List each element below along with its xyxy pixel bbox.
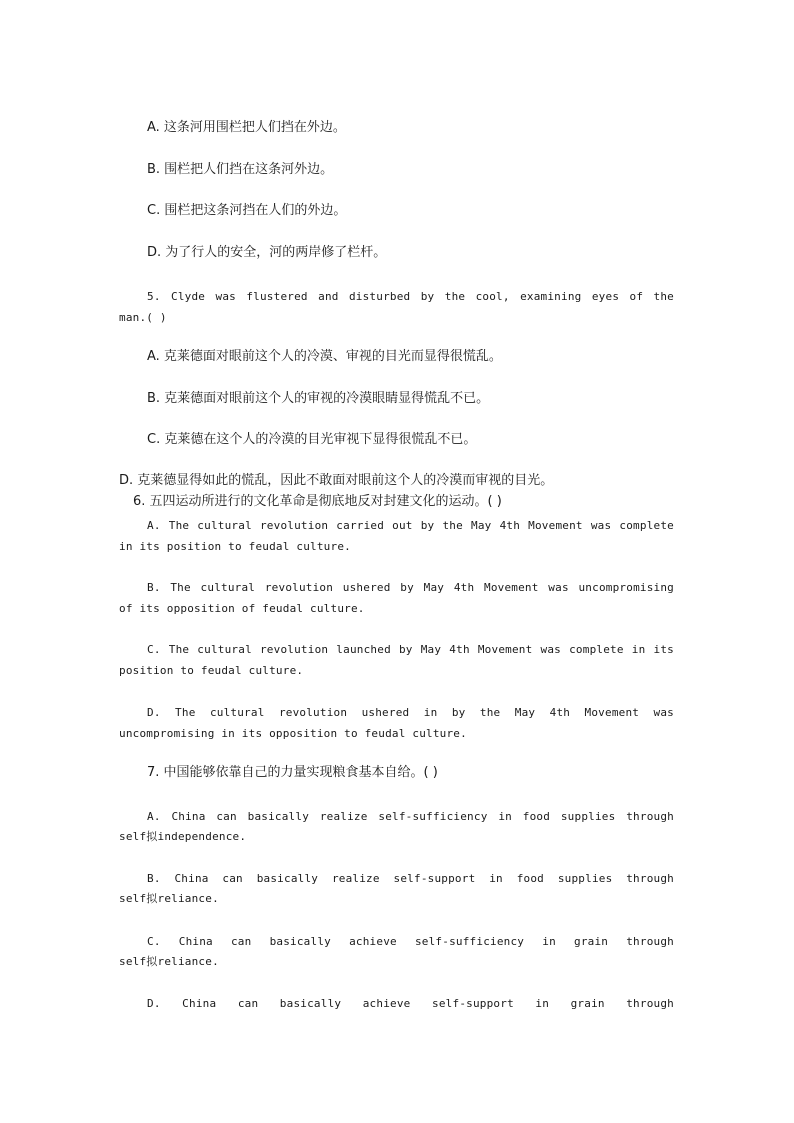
q6-option-c-line2: position to feudal culture. (119, 664, 304, 677)
q7-option-b-line1: B. China can basically realize self-support in food supplies through (147, 872, 674, 885)
q6-option-d-line1: D. The cultural revolution ushered in by the May 4th Movement was (147, 706, 674, 719)
q5-option-c: C. 克莱德在这个人的冷漠的目光审视下显得很慌乱不已。 (147, 432, 477, 447)
q4-option-a: A. 这条河用围栏把人们挡在外边。 (147, 120, 346, 135)
q7-option-c-line1: C. China can basically achieve self-sufficiency in grain through (147, 935, 674, 948)
q6-option-b-line2: of its opposition of feudal culture. (119, 602, 365, 615)
q4-option-d: D. 为了行人的安全，河的两岸修了栏杆。 (147, 245, 387, 260)
q6-option-a-line1: A. The cultural revolution carried out by the May 4th Movement was complete (147, 519, 674, 532)
q6-question: 6. 五四运动所进行的文化革命是彻底地反对封建文化的运动。( ) (133, 494, 502, 509)
q7-option-a-line2: self拟independence. (119, 830, 247, 843)
q7-option-c-line2: self拟reliance. (119, 955, 219, 968)
q7-option-b-line2: self拟reliance. (119, 892, 219, 905)
q6-option-c-line1: C. The cultural revolution launched by May 4th Movement was complete in its (147, 643, 674, 656)
q7-option-a-line1: A. China can basically realize self-sufficiency in food supplies through (147, 810, 674, 823)
q6-option-d-line2: uncompromising in its opposition to feudal culture. (119, 727, 467, 740)
q6-option-b-line1: B. The cultural revolution ushered by May 4th Movement was uncompromising (147, 581, 674, 594)
q5-option-b: B. 克莱德面对眼前这个人的审视的冷漠眼睛显得慌乱不已。 (147, 391, 490, 406)
q5-question-line2: man.( ) (119, 311, 167, 324)
q6-option-a-line2: in its position to feudal culture. (119, 540, 351, 553)
q4-option-c: C. 围栏把这条河挡在人们的外边。 (147, 203, 347, 218)
q5-option-a: A. 克莱德面对眼前这个人的冷漠、审视的目光而显得很慌乱。 (147, 349, 502, 364)
q5-option-d: D. 克莱德显得如此的慌乱，因此不敢面对眼前这个人的冷漠而审视的目光。 (119, 473, 554, 488)
q7-question: 7. 中国能够依靠自己的力量实现粮食基本自给。( ) (147, 765, 438, 780)
q5-question-line1: 5. Clyde was flustered and disturbed by the cool, examining eyes of the (147, 290, 674, 303)
q4-option-b: B. 围栏把人们挡在这条河外边。 (147, 162, 334, 177)
q7-option-d-line1: D. China can basically achieve self-support in grain through (147, 997, 674, 1010)
